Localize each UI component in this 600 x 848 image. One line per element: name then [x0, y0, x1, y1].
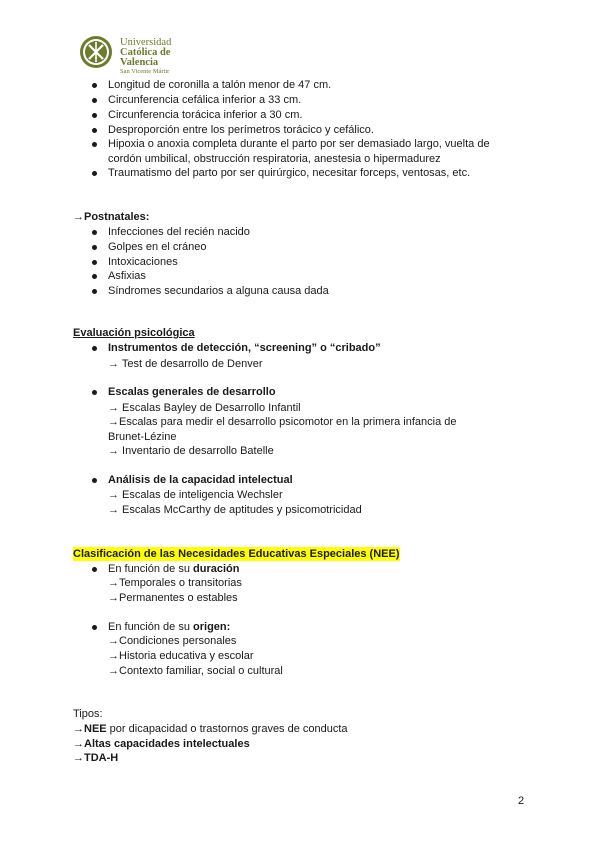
evaluation-line: → Escalas Bayley de Desarrollo Infantil	[108, 402, 301, 414]
evaluation-group-title: Análisis de la capacidad intelectual	[108, 474, 293, 486]
classification-line: →Contexto familiar, social o cultural	[108, 665, 283, 677]
bullet-icon	[92, 478, 97, 483]
bullet-icon	[92, 260, 97, 265]
evaluation-line: →Escalas para medir el desarrollo psicomotor en la primera infancia de	[108, 416, 457, 428]
evaluation-group-title: Instrumentos de detección, “screening” o “cribado”	[108, 342, 381, 354]
bullet-icon	[92, 98, 97, 103]
risk-item-continuation: cordón umbilical, obstrucción respiratoria, anestesia o hipermadurez	[108, 153, 441, 165]
risk-item: Circunferencia torácica inferior a 30 cm.	[108, 109, 303, 121]
postnatal-item: Asfixias	[108, 270, 146, 282]
classification-group	[108, 620, 230, 634]
bullet-icon	[92, 128, 97, 133]
classification-group	[108, 562, 239, 576]
page-number: 2	[518, 795, 525, 807]
postnatal-heading	[73, 210, 149, 224]
classification-keyword: origen:	[193, 621, 231, 633]
tipos-line: →Altas capacidades intelectuales	[73, 738, 250, 750]
postnatal-item: Síndromes secundarios a alguna causa dada	[108, 285, 329, 297]
university-crest-icon	[78, 34, 114, 70]
bullet-icon	[92, 230, 97, 235]
risk-item: Longitud de coronilla a talón menor de 47 cm.	[108, 79, 332, 91]
postnatal-item: Golpes en el cráneo	[108, 241, 207, 253]
bullet-icon	[92, 390, 97, 395]
risk-item: Circunferencia cefálica inferior a 33 cm.	[108, 94, 302, 106]
logo-line-2: Católica de	[120, 47, 171, 58]
bullet-icon	[92, 346, 97, 351]
risk-item: Traumatismo del parto por ser quirúrgico, necesitar forceps, ventosas, etc.	[108, 167, 471, 179]
evaluation-line: → Inventario de desarrollo Batelle	[108, 445, 274, 457]
postnatal-item: Intoxicaciones	[108, 256, 178, 268]
evaluation-heading: Evaluación psicológica	[73, 327, 195, 339]
bullet-icon	[92, 142, 97, 147]
university-logo	[78, 34, 198, 74]
classification-line: →Condiciones personales	[108, 635, 237, 647]
classification-line: →Temporales o transitorias	[108, 577, 242, 589]
bullet-icon	[92, 567, 97, 572]
postnatal-heading-text: Postnatales:	[84, 211, 150, 223]
classification-heading: Clasificación de las Necesidades Educativas Especiales (NEE)	[73, 548, 400, 560]
evaluation-line: → Test de desarrollo de Denver	[108, 358, 263, 370]
evaluation-line: Brunet-Lézine	[108, 431, 177, 443]
arrow-icon: →	[73, 211, 84, 223]
tipos-label: Tipos:	[73, 708, 103, 720]
logo-line-3: Valencia	[120, 57, 159, 68]
evaluation-group-title: Escalas generales de desarrollo	[108, 386, 276, 398]
classification-line: →Permanentes o estables	[108, 592, 238, 604]
classification-keyword: duración	[193, 563, 240, 575]
evaluation-line: → Escalas de inteligencia Wechsler	[108, 489, 283, 501]
bullet-icon	[92, 245, 97, 250]
logo-line-1: Universidad	[120, 37, 172, 48]
tipos-line	[73, 722, 348, 736]
risk-item: Hipoxia o anoxia completa durante el parto por ser demasiado largo, vuelta de	[108, 138, 490, 150]
postnatal-item: Infecciones del recién nacido	[108, 226, 250, 238]
bullet-icon	[92, 171, 97, 176]
bullet-icon	[92, 289, 97, 294]
bullet-icon	[92, 83, 97, 88]
evaluation-line: → Escalas McCarthy de aptitudes y psicomotricidad	[108, 504, 362, 516]
logo-line-4: San Vicente Mártir	[120, 68, 170, 75]
classification-prefix: En función de su	[108, 563, 194, 575]
classification-prefix: En función de su	[108, 621, 194, 633]
tipos-line: →TDA-H	[73, 752, 119, 764]
bullet-icon	[92, 113, 97, 118]
classification-line: →Historia educativa y escolar	[108, 650, 254, 662]
bullet-icon	[92, 625, 97, 630]
tipos-rest: por dicapacidad o trastornos graves de conducta	[106, 723, 348, 735]
risk-item: Desproporción entre los perímetros torácico y cefálico.	[108, 124, 374, 136]
tipos-bold: →NEE	[73, 723, 107, 735]
bullet-icon	[92, 274, 97, 279]
